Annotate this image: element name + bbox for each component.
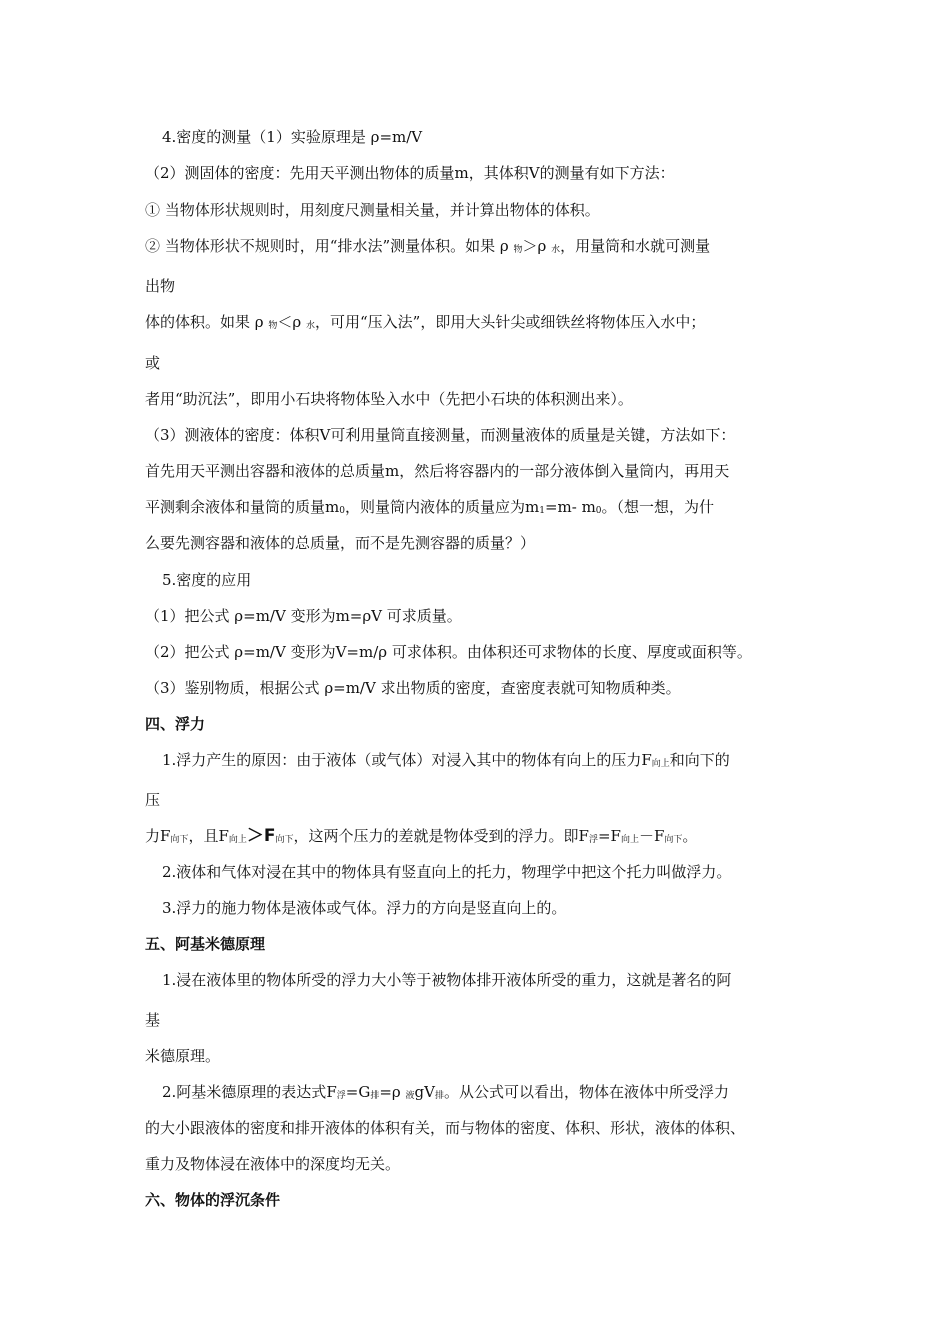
- text: ，可用“压入法”，即用大头针尖或细铁丝将物体压入水中；: [314, 313, 706, 331]
- text: ＜ρ: [277, 313, 306, 331]
- text: 4.密度的测量（1）实验原理是 ρ=m/V: [162, 128, 423, 146]
- buoyancy-cause: [162, 749, 730, 771]
- subscript: 液: [405, 1091, 415, 1101]
- subscript: 向上: [620, 835, 639, 845]
- subscript: 0: [339, 506, 345, 516]
- archimedes-independence: [145, 1153, 400, 1175]
- subscript: 物: [268, 321, 278, 331]
- text: 1.浮力产生的原因：由于液体（或气体）对浸入其中的物体有向上的压力F: [162, 751, 652, 769]
- text: （2）把公式 ρ=m/V 变形为V=m/ρ 可求体积。由体积还可求物体的长度、厚度或面积等。: [145, 643, 752, 661]
- text: ，且F: [188, 827, 229, 845]
- liquid-mass-formula: [145, 496, 714, 518]
- liquid-density-steps: [145, 460, 729, 482]
- text: 。（想一想，为什: [601, 498, 715, 516]
- text: 。从公式可以看出，物体在液体中所受浮力: [443, 1083, 729, 1101]
- buoyancy-direction: [162, 897, 566, 919]
- application-volume: [145, 641, 752, 663]
- text: （1）把公式 ρ=m/V 变形为m=ρV 可求质量。: [145, 607, 462, 625]
- buoyancy-definition: [162, 861, 731, 883]
- subscript: 向上: [228, 835, 247, 845]
- think-question: [145, 532, 535, 554]
- archimedes-statement: [162, 969, 731, 991]
- subscript: 水: [305, 321, 315, 331]
- text: 基: [145, 1011, 161, 1029]
- subscript: 0: [595, 506, 602, 516]
- text: 。: [682, 827, 698, 845]
- heading-text: 六、物体的浮沉条件: [145, 1191, 281, 1209]
- section-heading-archimedes: [145, 933, 265, 955]
- subscript: 浮: [588, 835, 598, 845]
- density-measurement-principle: [162, 126, 422, 148]
- subscript: 向下: [275, 835, 294, 845]
- section-heading-buoyancy: [145, 713, 205, 735]
- text: ＞F: [246, 826, 276, 846]
- section-heading-floating-conditions: [145, 1189, 280, 1211]
- line-continuation: [145, 352, 160, 374]
- subscript: 排: [434, 1091, 444, 1101]
- text: 体的体积。如果 ρ: [145, 313, 269, 331]
- line-continuation: [145, 1009, 160, 1031]
- subscript: 向下: [170, 835, 189, 845]
- irregular-shape-method: [145, 235, 710, 257]
- regular-shape-method: [145, 199, 600, 221]
- text: （3）测液体的密度：体积V可利用量筒直接测量，而测量液体的质量是关键，方法如下：: [145, 426, 736, 444]
- text: 1.浸在液体里的物体所受的浮力大小等于被物体排开液体所受的重力，这就是著名的阿: [162, 971, 732, 989]
- text: 米德原理。: [145, 1047, 221, 1065]
- text: 和向下的: [669, 751, 730, 769]
- text: 压: [145, 791, 161, 809]
- text: 出物: [145, 277, 176, 295]
- line-continuation: [145, 1045, 220, 1067]
- text: =G: [345, 1083, 371, 1101]
- liquid-density-method: [145, 424, 735, 446]
- text: （2）测固体的密度：先用天平测出物体的质量m，其体积V的测量有如下方法：: [145, 164, 675, 182]
- text: gV: [414, 1083, 435, 1101]
- heading-text: 四、浮力: [145, 715, 206, 733]
- density-application-title: [162, 569, 251, 591]
- text: －F: [638, 827, 665, 845]
- buoyancy-formula: [145, 825, 697, 847]
- text: （3）鉴别物质，根据公式 ρ=m/V 求出物质的密度，查密度表就可知物质种类。: [145, 679, 681, 697]
- text: 3.浮力的施力物体是液体或气体。浮力的方向是竖直向上的。: [162, 899, 567, 917]
- line-continuation: [145, 789, 160, 811]
- text: 力F: [145, 827, 171, 845]
- text: 么要先测容器和液体的总质量，而不是先测容器的质量？）: [145, 534, 536, 552]
- text: =m- m: [544, 498, 596, 516]
- text: 者用“助沉法”，即用小石块将物体坠入水中（先把小石块的体积测出来）。: [145, 390, 633, 408]
- text: 或: [145, 354, 161, 372]
- subscript: 排: [370, 1091, 380, 1101]
- text: ，则量筒内液体的质量应为m: [344, 498, 540, 516]
- text: ＞ρ: [522, 237, 552, 255]
- text: 平测剩余液体和量筒的质量m: [145, 498, 340, 516]
- text: ，这两个压力的差就是物体受到的浮力。即F: [293, 827, 589, 845]
- press-in-method: [145, 311, 705, 333]
- heading-text: 五、阿基米德原理: [145, 935, 266, 953]
- text: =ρ: [379, 1083, 406, 1101]
- subscript: 向上: [651, 759, 670, 769]
- text: 重力及物体浸在液体中的深度均无关。: [145, 1155, 401, 1173]
- solid-density-method: [145, 162, 675, 184]
- text: 首先用天平测出容器和液体的总质量m，然后将容器内的一部分液体倒入量筒内，再用天: [145, 462, 730, 480]
- subscript: 物: [513, 245, 523, 255]
- subscript: 向下: [664, 835, 683, 845]
- text: ，用量筒和水就可测量: [560, 237, 711, 255]
- archimedes-dependence: [145, 1117, 745, 1139]
- text: 的大小跟液体的密度和排开液体的体积有关，而与物体的密度、体积、形状，液体的体积、: [145, 1119, 746, 1137]
- subscript: 浮: [336, 1091, 346, 1101]
- subscript: 水: [551, 245, 561, 255]
- application-mass: [145, 605, 462, 627]
- subscript: 1: [539, 506, 545, 516]
- text: ① 当物体形状规则时，用刻度尺测量相关量，并计算出物体的体积。: [145, 201, 600, 219]
- text: 2.阿基米德原理的表达式F: [162, 1083, 337, 1101]
- archimedes-formula: [162, 1081, 729, 1103]
- sink-aid-method: [145, 388, 633, 410]
- text: ② 当物体形状不规则时，用“排水法”测量体积。如果 ρ: [145, 237, 514, 255]
- application-identify: [145, 677, 681, 699]
- text: 2.液体和气体对浸在其中的物体具有竖直向上的托力，物理学中把这个托力叫做浮力。: [162, 863, 732, 881]
- line-continuation: [145, 275, 175, 297]
- text: 5.密度的应用: [162, 571, 252, 589]
- text: =F: [597, 827, 621, 845]
